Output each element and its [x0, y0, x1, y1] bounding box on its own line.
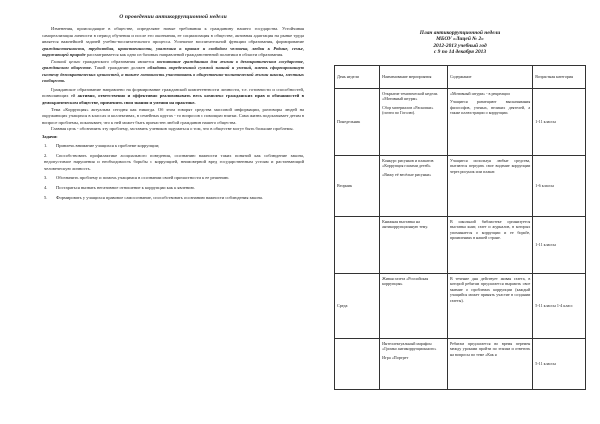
plan-school: МБОУ «Лицей № 2» [436, 36, 484, 43]
page-title: О проведении антикоррупционной недели [119, 14, 227, 20]
age-cell: 5-11 классы 1-4 класс [533, 273, 586, 338]
table-row [335, 216, 586, 273]
age-cell: 1-6 классы [533, 155, 586, 216]
plan-heading [334, 30, 586, 56]
plan-year: 2012-2013 учебный год [433, 42, 487, 49]
table-header-row [335, 65, 586, 88]
tasks-label: Задачи: [42, 133, 58, 139]
column-header: День недели [335, 65, 380, 88]
paragraph-goal: Главной целью гражданского образования является воспитание гражданина для жизни в демократическом государстве, гражданском обществе. Такой гражданин должен обладать определенной суммой знаний и умений, иметь сформированную систему демократических ценностей, а также готовность участвовать в общественно-политической жизни школы, местных сообществ. [42, 58, 304, 84]
event-cell: Интеллектуальный марафон «Громко антикоррупционного» Игра «Портрет [380, 338, 448, 389]
event-cell: Конкурс рисунков и плакатов «Коррупция глазами детей» «Вижу её весёлые рисунки» [380, 155, 448, 216]
content-cell: «Мотивный штурм» - в рекреации Учащиеся размещают высказывания философов, ученых, великих деятелей, а также иллюстрации о коррупции. [447, 88, 532, 155]
left-page [42, 14, 304, 418]
content-cell: В школьной библиотеке организуется выставка книг, газет и журналов, в которых упоминается о коррупции и ее борьбе, проявлениях в нашей стране. [447, 216, 532, 273]
task-item: 1. Привлечь внимание учащихся к проблеме коррупции; [44, 143, 160, 149]
right-page [334, 30, 586, 422]
paragraph-competence: Гражданское образование направлено на формирование гражданской компетентности личности, т.е. готовности и способностей, позволяющих ей активно, ответственно и эффективно реализовывать весь комплекс гражданских прав и обязанностей в демократическом обществе, применять свои знания и умения на практике. [42, 86, 304, 106]
day-cell [335, 216, 380, 273]
column-header: Возрастная категория [533, 65, 586, 88]
day-cell [335, 338, 380, 389]
task-item: 4. Постараться вызвать негативное отношение к коррупции как к явлению. [44, 185, 196, 191]
age-cell: 1-11 классы [533, 88, 586, 155]
paragraph-intro: Изменения, происходящие в обществе, определяют новые требования к гражданину нашего государства. Устойчивая самореализация личности в период обучения и после его окончания, ее социализация в обществе, активная адаптация на рынке труда является важнейшей задачей учебно-воспитательного процесса. Успешное воспитательной функции образования, формирование гражданственности, трудолюбия, нравственности, уважения к правам и свободам человека, любви к Родине, семье, окружающей природе рассматривается как одно из базовых направлений гражданственной политики в области образования. [42, 26, 304, 58]
event-cell: Книжная выставка на антикоррупционную тему. [380, 216, 448, 273]
table-row [335, 88, 586, 155]
age-cell: 5-11 классы [533, 338, 586, 389]
plan-table [334, 65, 586, 390]
day-cell: Вторник [335, 155, 380, 216]
column-header: Наименование мероприятия [380, 65, 448, 88]
task-item: 5. Формировать у учащихся правовое самосознание, способствовать осознанию важности соблюдения закона. [44, 194, 264, 200]
table-row [335, 155, 586, 216]
age-cell: 1-11 классы [533, 216, 586, 273]
table-row [335, 273, 586, 338]
column-header: Содержание [447, 65, 532, 88]
plan-title: План антикоррупционной недели [419, 30, 501, 36]
day-cell: Понедельник [335, 88, 380, 155]
content-cell: Учащиеся используя любые средства, пытаются передать свое видение коррупции через рисунок или плакат. [447, 155, 532, 216]
table-row [335, 338, 586, 389]
event-cell: Открытие тематической недели. «Мотивный штурм» Сбор материалов «Раскопки» (почти по Гоголю). [380, 88, 448, 155]
content-cell: Ребятам предлагается во время перемен между уроками пройти по этапам и ответить на вопросы по теме «Как я [447, 338, 532, 389]
event-cell: Живая газета «Российская коррупция» [380, 273, 448, 338]
task-item: 2. Способствовать профилактике асоциального поведения, осознанию важности таких понятий как соблюдение закона, недопустимое нарушения и необходимость борьбы с коррупцией, неимоверной вред государственным устоям и растлевающий человеческую личность. [44, 152, 304, 171]
plan-dates: с 9 по 14 декабря 2013 [433, 49, 487, 56]
tasks-list [42, 143, 304, 201]
paragraph-topic: Тема «Коррупция» актуальна сегодня как никогда. Об этом говорят средства массовой информации, разговоры людей на окружающих учащихся в классах и коллективах, в семейных кругах - то вопросов с помощью взятки. Сама жизнь подсказывает детям в вопросе проблемы, показывает, что к ней может быть причастен любой гражданин нашего общества. [42, 106, 304, 125]
day-cell: Среда [335, 273, 380, 338]
task-item: 3. Обозначить проблему и помочь учащимся в осознании своей причастности к ее решению. [44, 175, 230, 181]
paragraph-main-goal: Главная цель - обозначить эту проблему, заставить учеников задуматься о том, что в обществе могут быть большие проблемы. [51, 126, 294, 132]
content-cell: В течение дня действует живая газета, в которой ребятам предлагается выразить свое мнение о проблемах коррупции (каждый учащийся может принять участие в создании газеты). [447, 273, 532, 338]
